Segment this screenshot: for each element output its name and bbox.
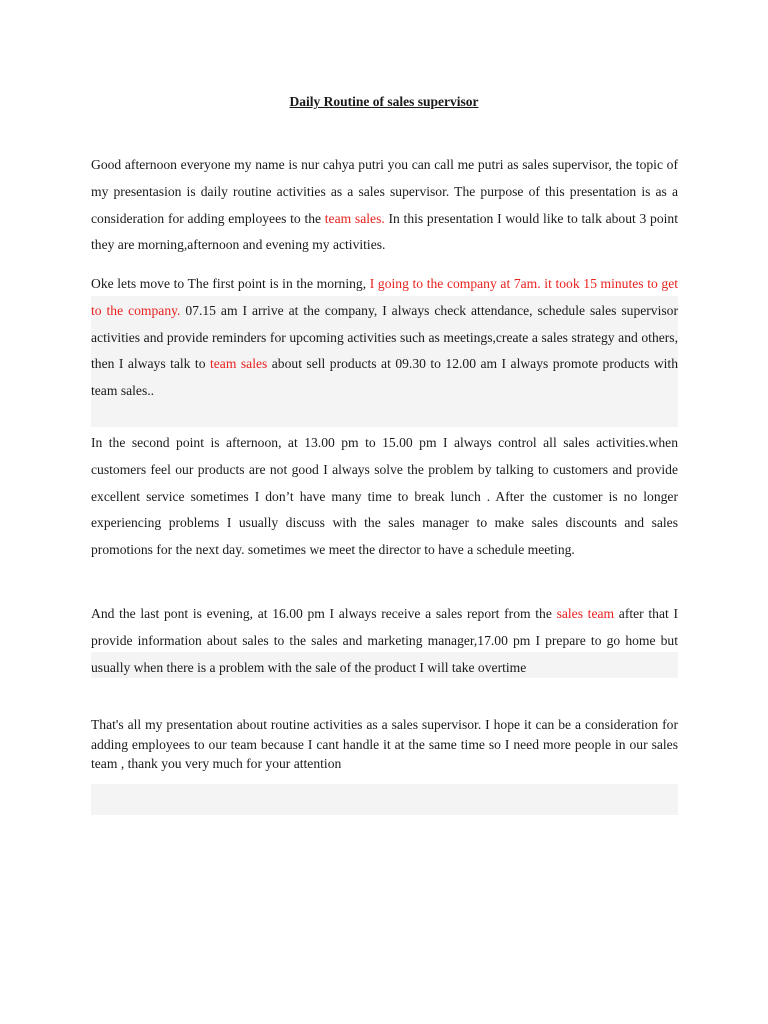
- paragraph-afternoon: [91, 430, 678, 564]
- paragraph-text: after that I provide information about sales to the sales and marketing manager,17.00 pm I prepare to go home but usually when there is a problem with the sale of the product I will take overtime: [91, 606, 678, 675]
- highlighted-text: I going to the company at 7am. it took 15 minutes to get to the company.: [91, 276, 679, 318]
- document-title: Daily Routine of sales supervisor: [289, 94, 479, 109]
- paragraph-text: Good afternoon everyone my name is nur cahya putri you can call me putri as sales supervisor, the topic of my presentasion is daily routine activities as a sales supervisor. The purpose of this presentation is as a consideration for adding employees to the: [91, 157, 678, 226]
- paragraph-closing: [91, 715, 678, 774]
- paragraph-morning: [91, 271, 678, 405]
- shaded-block: [91, 784, 678, 815]
- paragraph-intro: [91, 152, 678, 259]
- paragraph-text: In this presentation I would like to talk about 3 point they are morning,afternoon and evening my activities.: [91, 210, 679, 253]
- paragraph-text: about sell products at 09.30 to 12.00 am I always promote products with team sales..: [91, 356, 678, 399]
- highlighted-text: team sales: [209, 356, 268, 372]
- paragraph-text: Oke lets move to The first point is in the morning,: [91, 276, 370, 291]
- paragraph-text: In the second point is afternoon, at 13.00 pm to 15.00 pm I always control all sales activities.when customers feel our products are not good I always solve the problem by talking to customers and provide excellent service sometimes I don’t have many time to break lunch . After the customer is no longer experiencing problems I usually discuss with the sales manager to make sales discounts and sales promotions for the next day. sometimes we meet the director to have a schedule meeting.: [91, 435, 678, 558]
- paragraph-text: That's all my presentation about routine activities as a sales supervisor. I hope it can be a consideration for adding employees to our team because I cant handle it at the same time so I need more people in our sales team , thank you very much for your attention: [91, 717, 678, 771]
- highlighted-text: team sales.: [324, 210, 385, 226]
- highlighted-text: sales team: [556, 606, 615, 621]
- paragraph-text: 07.15 am I arrive at the company, I always check attendance, schedule sales supervisor activities and provide reminders for upcoming activities such as meetings,create a sales strategy and others, then I always talk to: [91, 302, 678, 372]
- paragraph-text: And the last pont is evening, at 16.00 pm I always receive a sales report from the: [91, 606, 557, 621]
- paragraph-evening: [91, 601, 678, 681]
